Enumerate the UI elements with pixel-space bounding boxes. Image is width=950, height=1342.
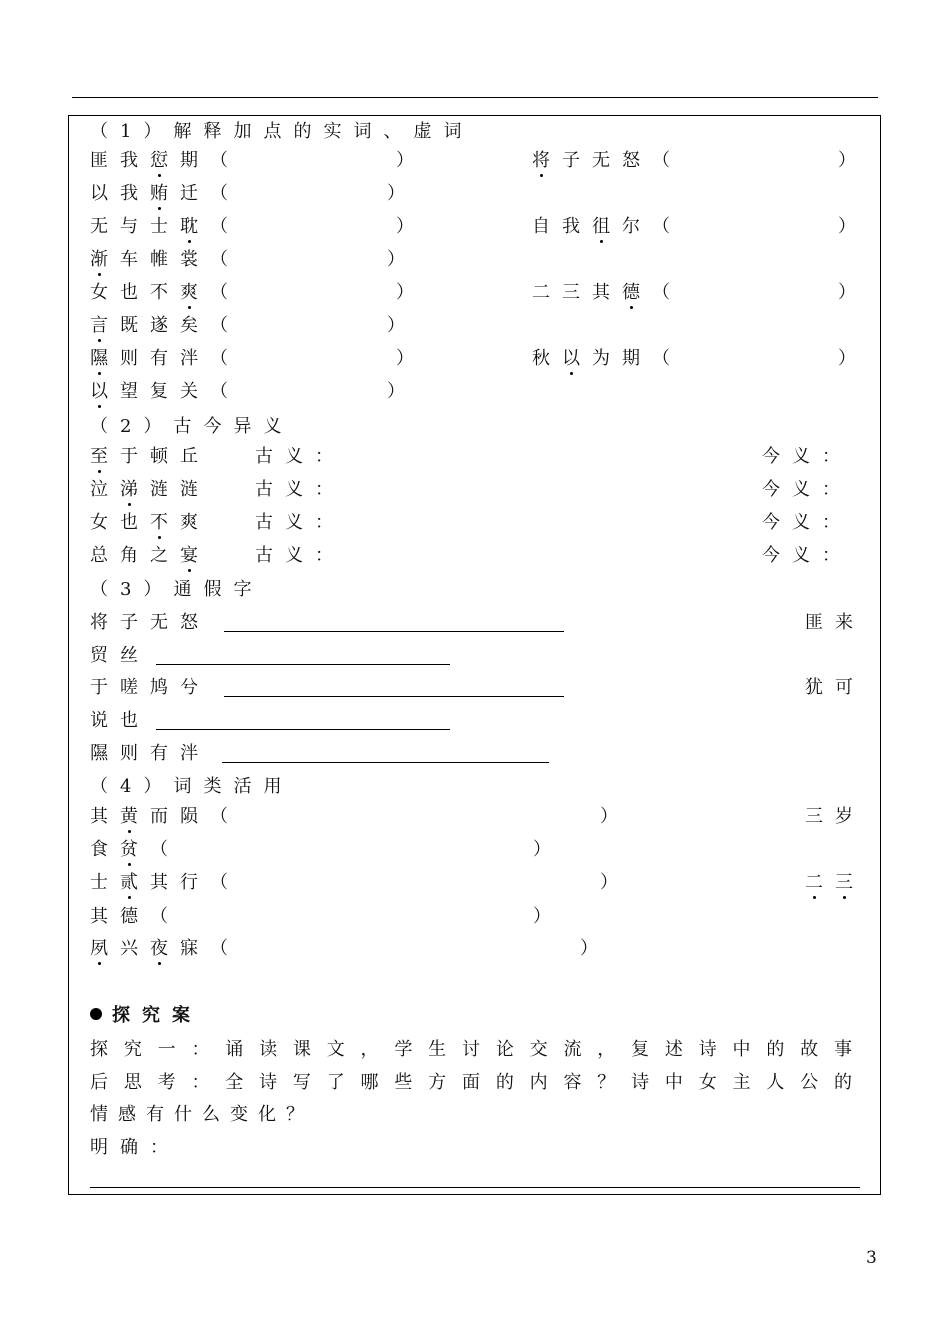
s1-left-close-paren: ）: [396, 216, 426, 237]
phrase-text: 其德（: [90, 906, 180, 927]
s1-left-close-paren: ）: [387, 315, 417, 336]
dotted-char: 耽: [180, 216, 210, 237]
jin-yi-label: 今义：: [762, 446, 852, 467]
phrase-text: （: [210, 282, 240, 303]
s1-left-phrase: [90, 216, 240, 238]
dotted-char: 三: [835, 872, 865, 893]
gu-yi-label: 古义：: [255, 545, 345, 566]
phrase-text: 爽: [180, 512, 210, 533]
s1-left-phrase: [90, 183, 240, 205]
phrase-text: 食: [90, 839, 120, 860]
dotted-char: 黄: [120, 806, 150, 827]
s1-left-close-paren: ）: [396, 348, 426, 369]
section1-title: （1）解释加点的实词、虚词: [90, 121, 474, 142]
dotted-char: 贫: [120, 839, 150, 860]
phrase-text: 秋: [532, 348, 562, 369]
page-number: 3: [866, 1248, 877, 1268]
answer-blank[interactable]: [156, 664, 450, 665]
s1-left-phrase: [90, 315, 240, 337]
s1-right-close-paren: ）: [838, 348, 868, 369]
answer-blank[interactable]: [156, 729, 450, 730]
tongjia-label: 隰则有泮: [90, 743, 210, 764]
top-rule: [72, 97, 878, 98]
answer-blank[interactable]: [222, 762, 549, 763]
phrase-text: 女也不: [90, 282, 180, 303]
gu-yi-label: 古义：: [255, 479, 345, 500]
dotted-char: 德: [622, 282, 652, 303]
s4-right-text: 三岁: [805, 806, 865, 827]
s4-phrase: [90, 806, 240, 828]
phrase-text: 女也: [90, 512, 150, 533]
dotted-char: 宴: [180, 545, 210, 566]
s4-right-text: [805, 872, 865, 894]
tongjia-label: 贸丝: [90, 645, 150, 666]
dotted-char: 至: [90, 446, 120, 467]
s4-phrase: [90, 906, 180, 928]
phrase-text: 迁（: [180, 183, 240, 204]
answer-blank[interactable]: [224, 631, 564, 632]
s1-right-phrase: [532, 348, 682, 370]
phrase-text: （: [210, 216, 240, 237]
explore-question-line1: 探究一：诵读课文，学生讨论交流，复述诗中的故事: [90, 1039, 860, 1060]
explore-question-line2: 后思考：全诗写了哪些方面的内容？诗中女主人公的: [90, 1072, 860, 1093]
tongjia-label: 于嗟鸠兮: [90, 677, 210, 698]
answer-label: 明确：: [90, 1137, 180, 1158]
dotted-char: 以: [562, 348, 592, 369]
s1-left-phrase: [90, 249, 240, 271]
s4-close-paren: ）: [580, 938, 610, 959]
s1-left-phrase: [90, 381, 240, 403]
s4-close-paren: ）: [533, 839, 563, 860]
gu-yi-label: 古义：: [255, 512, 345, 533]
dotted-char: 贰: [120, 872, 150, 893]
phrase-text: 其: [90, 806, 120, 827]
explore-question-line3: 情感有什么变化？: [90, 1104, 314, 1125]
tongjia-label: 说也: [90, 710, 150, 731]
phrase-text: 子无怒（: [562, 150, 682, 171]
phrase-text: 无与士: [90, 216, 180, 237]
dotted-char: 夜: [150, 938, 180, 959]
s1-left-close-paren: ）: [387, 381, 417, 402]
dotted-char: 贿: [150, 183, 180, 204]
answer-blank[interactable]: [224, 696, 564, 697]
phrase-text: 则有泮（: [120, 348, 240, 369]
s4-phrase: [90, 872, 240, 894]
jin-yi-label: 今义：: [762, 545, 852, 566]
s1-right-phrase: [532, 150, 682, 172]
s1-left-close-paren: ）: [396, 150, 426, 171]
s1-left-phrase: [90, 282, 240, 304]
phrase-text: 兴: [120, 938, 150, 959]
s4-close-paren: ）: [533, 906, 563, 927]
s4-phrase: [90, 938, 240, 960]
dotted-char: 将: [532, 150, 562, 171]
section4-title: （4）词类活用: [90, 776, 294, 797]
dotted-char: 徂: [592, 216, 622, 237]
phrase-text: 涟涟: [150, 479, 210, 500]
phrase-text: （: [652, 282, 682, 303]
phrase-text: 二三其: [532, 282, 622, 303]
s1-right-phrase: [532, 216, 682, 238]
tongjia-right-text: 犹可: [805, 677, 865, 698]
phrase-text: 自我: [532, 216, 592, 237]
s4-close-paren: ）: [600, 872, 630, 893]
section2-title: （2）古今异义: [90, 416, 294, 437]
phrase-text: （: [150, 839, 180, 860]
dotted-char: 言: [90, 315, 120, 336]
jin-yi-label: 今义：: [762, 479, 852, 500]
s2-phrase: [90, 512, 210, 534]
phrase-text: 士: [90, 872, 120, 893]
dotted-char: 不: [150, 512, 180, 533]
dotted-char: 涕: [120, 479, 150, 500]
s1-right-close-paren: ）: [838, 216, 868, 237]
s1-left-phrase: [90, 348, 240, 370]
bullet-icon: [90, 1008, 102, 1020]
s4-close-paren: ）: [600, 806, 630, 827]
phrase-text: 泣: [90, 479, 120, 500]
s1-left-phrase: [90, 150, 240, 172]
phrase-text: 以我: [90, 183, 150, 204]
s1-right-close-paren: ）: [838, 282, 868, 303]
phrase-text: 匪我: [90, 150, 150, 171]
dotted-char: 夙: [90, 938, 120, 959]
dotted-char: 渐: [90, 249, 120, 270]
dotted-char: 以: [90, 381, 120, 402]
s1-left-close-paren: ）: [387, 249, 417, 270]
phrase-text: 其行（: [150, 872, 240, 893]
phrase-text: 期（: [180, 150, 240, 171]
s1-right-close-paren: ）: [838, 150, 868, 171]
gu-yi-label: 古义：: [255, 446, 345, 467]
section3-title: （3）通假字: [90, 579, 264, 600]
s4-phrase: [90, 839, 180, 861]
phrase-text: 于顿丘: [120, 446, 210, 467]
tongjia-right-text: 匪来: [805, 612, 865, 633]
tongjia-label: 将子无怒: [90, 612, 210, 633]
phrase-text: 而陨（: [150, 806, 240, 827]
s2-phrase: [90, 545, 210, 567]
jin-yi-label: 今义：: [762, 512, 852, 533]
phrase-text: 尔（: [622, 216, 682, 237]
dotted-char: 爽: [180, 282, 210, 303]
phrase-text: 总角之: [90, 545, 180, 566]
s2-phrase: [90, 479, 210, 501]
s1-left-close-paren: ）: [396, 282, 426, 303]
s1-left-close-paren: ）: [387, 183, 417, 204]
phrase-text: 寐（: [180, 938, 240, 959]
dotted-char: 愆: [150, 150, 180, 171]
answer-line[interactable]: [90, 1187, 860, 1188]
dotted-char: 二: [805, 872, 835, 893]
dotted-char: 隰: [90, 348, 120, 369]
s2-phrase: [90, 446, 210, 468]
phrase-text: 既遂矣（: [120, 315, 240, 336]
phrase-text: 为期（: [592, 348, 682, 369]
phrase-text: 车帷裳（: [120, 249, 240, 270]
s1-right-phrase: [532, 282, 682, 304]
explore-heading: 探究案: [90, 1005, 202, 1027]
phrase-text: 望复关（: [120, 381, 240, 402]
